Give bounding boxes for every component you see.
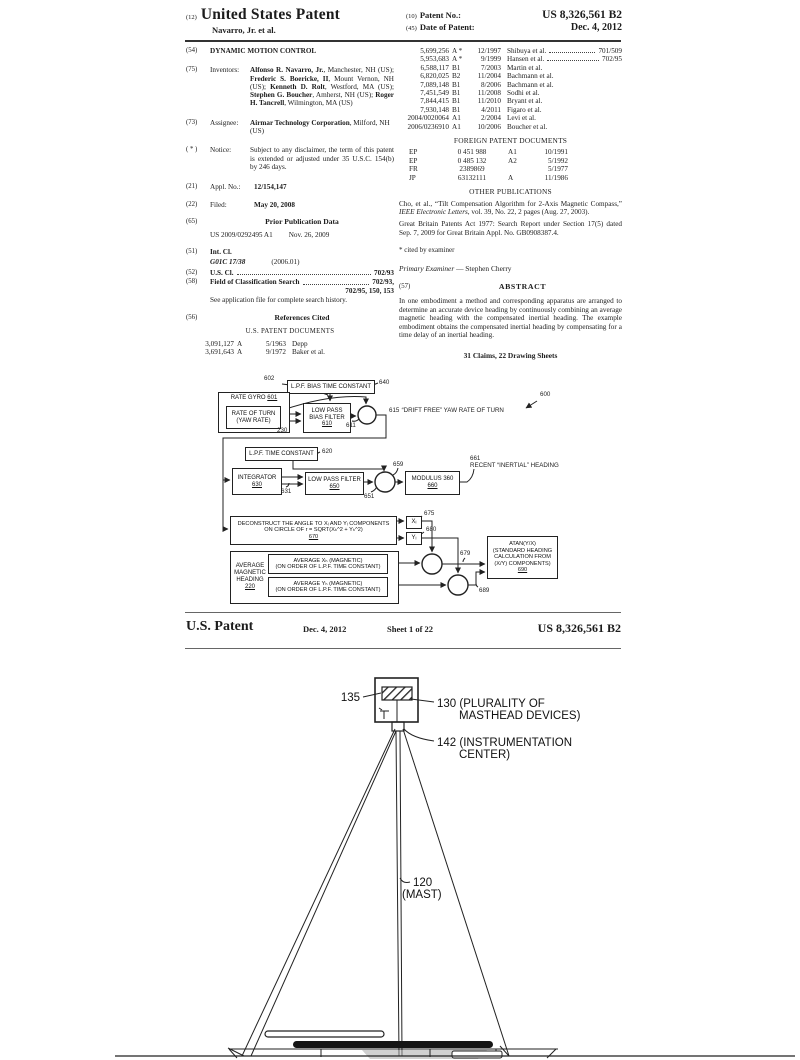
assignee-label: Assignee:: [210, 118, 239, 127]
box-label: (X/Y) COMPONENTS): [494, 560, 551, 567]
cell-name: Baker et al.: [292, 348, 325, 357]
box-lpf-time-constant: [245, 447, 318, 461]
field-21-num: (21): [186, 183, 198, 191]
patent-no-label: Patent No.:: [419, 10, 461, 20]
ref-631: 631: [281, 488, 292, 495]
fos-label: Field of Classification Search: [210, 278, 300, 287]
notice-text: Subject to any disclaimer, the term of this patent is extended or adjusted under 35 U.S.C. 154(b) by 246 days.: [250, 146, 394, 171]
cell-name: Shibuya et al.: [507, 47, 547, 55]
date-of-patent-label: Date of Patent:: [419, 22, 475, 32]
box-xi: [406, 516, 422, 529]
dot-leader: [237, 269, 371, 275]
header-right: [406, 6, 622, 35]
ref-142-line1: 142 (INSTRUMENTATION: [437, 737, 573, 749]
text-segment: , Westford, MA (US);: [324, 82, 394, 91]
inventors-list: [250, 66, 394, 107]
ref-675: 675: [424, 510, 435, 517]
ref-220: 220: [244, 584, 255, 590]
cell-name: Bachmann et al.: [507, 80, 554, 89]
box-deconstruct-angle: [230, 516, 397, 545]
box-label: DECONSTRUCT THE ANGLE TO Xᵢ AND Yᵢ COMPONENTS: [237, 520, 390, 527]
text-segment: Primary Examiner: [399, 263, 455, 273]
claims-line: 31 Claims, 22 Drawing Sheets: [463, 351, 558, 361]
cell-name: Bachmann et al.: [507, 72, 554, 81]
filed-label: Filed:: [210, 200, 227, 209]
text-segment: Airmar Technology Corporation: [250, 118, 350, 127]
text-segment: , vol. 39, No. 22, 2 pages (Aug. 27, 2003).: [467, 207, 590, 216]
citation-row: [399, 89, 622, 97]
inventor-short-name: Navarro, Jr. et al.: [212, 25, 276, 35]
abstract-header: [399, 283, 622, 291]
citation-row: [407, 165, 587, 173]
prior-pub-row: [210, 231, 394, 239]
text-segment: , Amherst, NH (US);: [312, 91, 376, 100]
recent-inertial-label: RECENT “INERTIAL” HEADING: [470, 462, 559, 469]
cell-date: 10/2006: [477, 122, 501, 131]
citation-row: [399, 47, 622, 55]
field-inventors: [186, 66, 394, 107]
appl-no-value: 12/154,147: [254, 183, 287, 192]
patent-number: US 8,326,561 B2: [542, 9, 622, 21]
field-52-num: (52): [186, 269, 198, 277]
cell-cc: EP: [409, 148, 418, 157]
ref-660: 660: [427, 483, 438, 489]
cell-kind: A1: [452, 114, 461, 123]
field-prior-pub: [186, 218, 394, 226]
cell-no: 2389869: [459, 165, 485, 174]
ref-689: 689: [479, 587, 490, 594]
field-58-num: (58): [186, 278, 198, 286]
box-label: L.P.F. TIME CONSTANT: [249, 450, 314, 457]
avg-heading-label: [232, 556, 268, 598]
ref-601: 601: [267, 395, 278, 401]
output-drift-free: [389, 407, 504, 414]
sheet-number: Sheet 1 of 22: [387, 624, 434, 634]
box-label: RATE OF TURN: [231, 410, 276, 417]
cell-name: Martin et al.: [507, 63, 543, 72]
int-cl-row: [210, 258, 394, 266]
cell-kind: A *: [452, 55, 463, 64]
citation-row: [399, 64, 622, 72]
cell-date: 4/2011: [481, 105, 501, 114]
cell-kind: A1: [452, 122, 461, 131]
ref-120-line1: 120: [413, 877, 433, 889]
citation-row: [399, 97, 622, 105]
box-label: (YAW RATE): [236, 417, 271, 424]
cell-cls: 702/95: [602, 55, 622, 64]
cell-cls: 701/509: [598, 47, 622, 55]
ref-620: 620: [322, 448, 333, 455]
drift-free-label: “DRIFT FREE” YAW RATE OF TURN: [401, 407, 504, 414]
ref-610: 610: [321, 421, 332, 428]
cell-date: 11/2010: [477, 97, 501, 106]
cell-name: Hansen et al.: [507, 55, 545, 64]
fos-classes-1: 702/93,: [372, 278, 394, 287]
citation-row: [196, 348, 394, 356]
fos-note: See application file for complete search history.: [210, 295, 348, 304]
text-segment: Frederic S. Boericke, II: [250, 74, 329, 83]
prior-pub-number: US 2009/0292495 A1: [210, 231, 273, 240]
field-title: [186, 47, 394, 55]
cell-no: 6,588,117: [420, 63, 449, 72]
sailboat-figure: [0, 650, 800, 1060]
box-label: (ON ORDER OF L.P.F. TIME CONSTANT): [275, 564, 381, 570]
cell-kind: A1: [508, 148, 517, 157]
box-label: Xᵢ: [411, 519, 417, 526]
ref-651: 651: [364, 493, 375, 500]
ref-135: 135: [340, 692, 360, 704]
abstract-title: ABSTRACT: [498, 281, 547, 291]
cell-kind: A: [237, 339, 243, 348]
prior-pub-title: Prior Publication Data: [265, 216, 339, 226]
header-rule: [185, 40, 621, 42]
cell-cc: EP: [409, 156, 418, 165]
us-refs-table-left: [196, 340, 394, 357]
references-title: References Cited: [274, 313, 330, 323]
box-label: AVERAGE Xₕ (MAGNETIC): [293, 557, 363, 564]
box-yi: [406, 532, 422, 545]
text-segment: Alfonso R. Navarro, Jr.: [250, 66, 324, 75]
sheet-header: [186, 619, 621, 645]
ref-670: 670: [308, 533, 319, 540]
ref-142-line2: CENTER): [459, 749, 511, 761]
citation-row: [399, 114, 622, 122]
text-segment: , Mount Vernon, NH (US);: [250, 74, 394, 91]
cell-date: 2/2004: [481, 114, 501, 123]
publication-2: Great Britain Patents Act 1977: Search Report under Section 17(5) dated Sep. 7, 2009 for Great Britain Appl. No. GB0908387.4.: [399, 220, 622, 237]
cell-date: 11/2008: [477, 89, 501, 98]
cell-name: Levi et al.: [507, 114, 536, 123]
header-left: [186, 6, 340, 35]
cell-date: 5/1992: [548, 156, 568, 165]
box-label: Yᵢ: [411, 535, 417, 542]
box-label: HEADING: [236, 577, 264, 583]
fos-classes-2: 702/95, 150, 153: [345, 286, 394, 295]
box-modulus-360: [405, 471, 460, 495]
cell-date: 7/2003: [481, 63, 501, 72]
citation-row: [407, 148, 587, 156]
citation-row: [407, 157, 587, 165]
sheet-header-title: U.S. Patent: [186, 619, 254, 634]
cited-by-examiner: * cited by examiner: [399, 246, 455, 255]
sheet-patent-number: US 8,326,561 B2: [537, 621, 621, 635]
int-cl-value: G01C 17/38: [210, 257, 246, 266]
field-appl-no: [186, 183, 394, 191]
field-54-num: (54): [186, 47, 198, 54]
cell-name: Sodhi et al.: [507, 89, 540, 98]
masthead-device-135: [382, 687, 412, 700]
int-cl-year: (2006.01): [271, 257, 300, 266]
citation-row: [399, 55, 622, 63]
cell-cc: FR: [409, 165, 418, 174]
box-label: LOW PASS FILTER: [308, 476, 361, 483]
us-cl-value: 702/93: [374, 269, 394, 278]
cell-date: 5/1977: [548, 165, 568, 174]
us-cl-label: U.S. Cl.: [210, 269, 234, 278]
cell-kind: B1: [452, 97, 461, 106]
text-segment: Cho, et al., “Tilt Compensation Algorithm for 2-Axis Magnetic Compass,”: [399, 199, 622, 208]
ref-611: 611: [346, 422, 356, 429]
ref-661: 661: [470, 455, 481, 462]
cell-date: 9/1999: [481, 55, 501, 64]
text-segment: Kenneth D. Rolt: [270, 82, 325, 91]
page-title: United States Patent: [200, 6, 341, 23]
patent-front-header: [186, 6, 622, 35]
field-22-num: (22): [186, 200, 198, 208]
box-label: CALCULATION FROM: [494, 554, 551, 561]
field-notice: [186, 146, 394, 171]
box-label: AVERAGE: [235, 563, 265, 569]
page-divider-bottom: [185, 648, 621, 649]
field-filed: [186, 201, 394, 209]
text-segment: Roger H. Tancrell: [250, 91, 394, 108]
box-label: ATAN(Y/X): [509, 541, 536, 548]
box-atan: [487, 536, 558, 579]
text-segment: Stephen G. Boucher: [250, 91, 313, 100]
cell-no: 7,844,415: [420, 97, 449, 106]
citation-row: [399, 123, 622, 131]
dot-leader: [303, 278, 370, 284]
cell-name: Depp: [292, 339, 308, 348]
cell-kind: A: [508, 173, 514, 182]
ref-num-12: (12): [186, 14, 197, 21]
instrumentation-center-142: [392, 722, 404, 731]
cell-no: 5,953,683: [420, 55, 449, 64]
box-low-pass-bias-filter: [303, 403, 351, 433]
foreign-docs-title: FOREIGN PATENT DOCUMENTS: [453, 136, 568, 146]
box-label: INTEGRATOR: [237, 474, 277, 481]
cell-cc: JP: [409, 173, 416, 182]
cell-no: 7,451,549: [420, 89, 449, 98]
box-label: (ON ORDER OF L.P.F. TIME CONSTANT): [275, 587, 381, 593]
citation-row: [196, 340, 394, 348]
cell-kind: B1: [452, 63, 461, 72]
cell-no: 2006/0236910: [407, 122, 449, 131]
box-label: (STANDARD HEADING: [492, 547, 553, 554]
dot-leader: [549, 52, 595, 53]
citation-row: [399, 81, 622, 89]
box-label: MODULUS 360: [411, 476, 454, 483]
text-segment: , Milford, NH (US): [250, 118, 390, 136]
page-divider-top: [185, 612, 621, 613]
cell-no: 5,699,256: [420, 47, 449, 55]
citation-row: [407, 174, 587, 182]
cell-kind: A: [237, 348, 243, 357]
cell-date: 11/2004: [477, 72, 501, 81]
field-65-num: (65): [186, 217, 198, 225]
sheet-header-date: Dec. 4, 2012: [303, 624, 347, 634]
box-low-pass-filter: [305, 472, 364, 495]
cell-no: 3,691,643: [205, 348, 234, 357]
cell-kind: B1: [452, 89, 461, 98]
citation-row: [399, 72, 622, 80]
cell-no: 63132111: [457, 173, 487, 182]
cell-kind: B2: [452, 72, 461, 81]
box-label: [219, 395, 289, 402]
box-integrator: [232, 468, 282, 495]
ref-679: 679: [460, 550, 471, 557]
field-57-num: (57): [399, 282, 411, 290]
cell-no: 0 451 988: [457, 148, 487, 157]
primary-examiner: [399, 265, 622, 273]
cell-no: 6,820,025: [420, 72, 449, 81]
notice-num: ( * ): [186, 146, 198, 154]
ref-680: 680: [426, 526, 437, 533]
foreign-docs-table: [407, 148, 587, 182]
cell-date: 5/1963: [266, 339, 286, 348]
cell-no: 0 485 132: [457, 156, 487, 165]
cell-no: 7,930,148: [420, 105, 449, 114]
us-refs-table-right: [399, 47, 622, 131]
cell-no: 3,091,127: [205, 339, 234, 348]
cell-no: 2004/0020064: [407, 114, 449, 123]
cell-date: 8/2006: [481, 80, 501, 89]
publication-1: [399, 200, 622, 217]
text-segment: — Stephen Cherry: [454, 263, 512, 273]
filed-value: May 20, 2008: [254, 200, 295, 209]
text-segment: IEEE Electronic Letters: [399, 207, 468, 216]
heading-block-diagram-figure: [0, 370, 800, 615]
int-cl-label: Int. Cl.: [210, 248, 232, 257]
front-page-left-column: [186, 47, 394, 356]
cell-kind: B1: [452, 105, 461, 114]
field-assignee: [186, 119, 394, 136]
other-pubs-title: OTHER PUBLICATIONS: [469, 187, 552, 197]
prior-pub-date: Nov. 26, 2009: [288, 231, 330, 240]
cell-date: 9/1972: [266, 348, 286, 357]
citation-row: [399, 106, 622, 114]
ref-230: 230: [277, 427, 288, 434]
cell-kind: A *: [452, 47, 463, 55]
cell-date: 11/1986: [544, 173, 568, 182]
box-average-yh: [268, 577, 388, 597]
field-int-cl: [186, 248, 394, 256]
appl-no-label: Appl. No.:: [210, 183, 241, 192]
box-rate-of-turn: [226, 406, 281, 429]
date-of-patent: Dec. 4, 2012: [570, 22, 622, 33]
box-label: BIAS FILTER: [309, 414, 345, 421]
ref-602: 602: [264, 375, 275, 382]
cell-name: Bryant et al.: [507, 97, 543, 106]
cell-kind: B1: [452, 80, 461, 89]
ref-640: 640: [379, 379, 390, 386]
box-lpf-bias-time-constant: [287, 380, 375, 394]
ref-630: 630: [251, 481, 262, 488]
us-patent-docs-title: U.S. PATENT DOCUMENTS: [245, 327, 335, 335]
field-56-num: (56): [186, 314, 198, 322]
invention-title: DYNAMIC MOTION CONTROL: [210, 47, 317, 55]
assignee-value: [250, 119, 394, 136]
inventors-label: Inventors:: [210, 66, 240, 75]
ref-130-line2: MASTHEAD DEVICES): [459, 710, 581, 722]
ref-650: 650: [329, 483, 340, 490]
field-73-num: (73): [186, 118, 198, 126]
front-page-right-column: [399, 47, 622, 361]
field-references: [186, 314, 394, 322]
box-label: ON CIRCLE OF r = SQRT(Xₕ^2 + Yₕ^2): [264, 527, 363, 534]
box-label: LOW PASS: [311, 407, 343, 414]
field-fos: [186, 278, 394, 286]
cell-date: 10/1991: [544, 148, 568, 157]
ref-120-line2: (MAST): [402, 889, 442, 901]
box-average-xh: [268, 554, 388, 574]
notice-label: Notice:: [210, 146, 232, 155]
box-label: MAGNETIC: [234, 570, 266, 576]
cell-no: 7,089,148: [420, 80, 449, 89]
cell-name: Figaro et al.: [507, 105, 542, 114]
cell-name: Boucher et al.: [507, 122, 548, 131]
ref-600: 600: [540, 391, 551, 398]
dot-leader: [547, 60, 599, 61]
cell-kind: A2: [508, 156, 517, 165]
box-label: AVERAGE Yₕ (MAGNETIC): [293, 580, 363, 587]
field-75-num: (75): [186, 66, 198, 74]
text-segment: , Manchester, NH (US);: [323, 66, 394, 75]
ref-690: 690: [517, 567, 528, 574]
ref-num-45: (45): [406, 25, 417, 32]
field-us-cl: [186, 269, 394, 277]
box-label: L.P.F. BIAS TIME CONSTANT: [290, 383, 372, 390]
ref-130-line1: 130 (PLURALITY OF: [437, 698, 545, 710]
text-segment: , Wilmington, MA (US): [284, 99, 353, 108]
ref-615: 615: [389, 407, 400, 414]
field-51-num: (51): [186, 248, 198, 256]
rate-gyro-text: RATE GYRO: [230, 395, 268, 401]
ref-659: 659: [393, 461, 404, 468]
cell-date: 12/1997: [477, 47, 501, 55]
ref-num-10: (10): [406, 13, 417, 20]
abstract-text: In one embodiment a method and corresponding apparatus are arranged to determine an accurate device heading by continuously combining an average magnetic heading with the compensated inertial heading. The example embodiment obtains the compensated inertial heading by compensating for a time delay of an inertial heading.: [399, 297, 622, 339]
boat-line-art: [115, 678, 795, 1059]
output-inertial-heading: [470, 455, 559, 469]
